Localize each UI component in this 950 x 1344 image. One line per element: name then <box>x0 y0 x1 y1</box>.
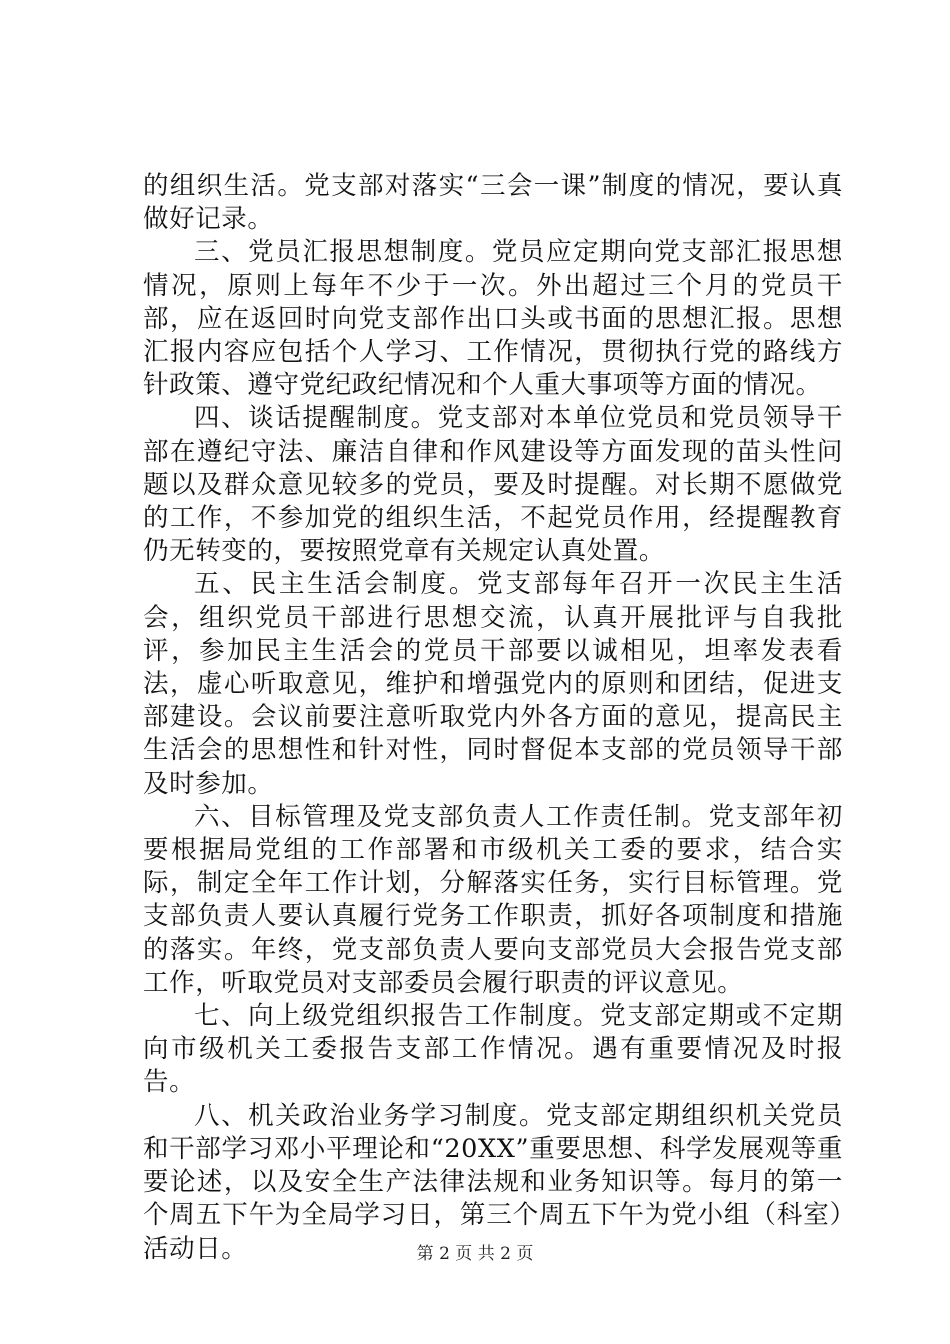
paragraph-continuation: 的组织生活。党支部对落实“三会一课”制度的情况，要认真做好记录。 <box>143 171 843 235</box>
page-number-footer: 第 2 页 共 2 页 <box>416 1244 534 1264</box>
paragraph-section-6: 六、目标管理及党支部负责人工作责任制。党支部年初要根据局党组的工作部署和市级机关工委的要求，结合实际，制定全年工作计划，分解落实任务，实行目标管理。党支部负责人要认真履行党务工作职责，抓好各项制度和措施的落实。年终，党支部负责人要向支部党员大会报告党支部工作，听取党员对支部委员会履行职责的评议意见。 <box>143 801 843 998</box>
paragraph-section-7: 七、向上级党组织报告工作制度。党支部定期或不定期向市级机关工委报告支部工作情况。遇有重要情况及时报告。 <box>143 1001 843 1098</box>
paragraph-section-5: 五、民主生活会制度。党支部每年召开一次民主生活会，组织党员干部进行思想交流，认真开展批评与自我批评，参加民主生活会的党员干部要以诚相见，坦率发表看法，虚心听取意见，维护和增强党内的原则和团结，促进支部建设。会议前要注意听取党内外各方面的意见，提高民主生活会的思想性和针对性，同时督促本支部的党员领导干部及时参加。 <box>143 569 843 799</box>
paragraph-section-4: 四、谈话提醒制度。党支部对本单位党员和党员领导干部在遵纪守法、廉洁自律和作风建设等方面发现的苗头性问题以及群众意见较多的党员，要及时提醒。对长期不愿做党的工作，不参加党的组织生活，不起党员作用，经提醒教育仍无转变的，要按照党章有关规定认真处置。 <box>143 403 843 567</box>
paragraph-section-3: 三、党员汇报思想制度。党员应定期向党支部汇报思想情况，原则上每年不少于一次。外出超过三个月的党员干部，应在返回时向党支部作出口头或书面的思想汇报。思想汇报内容应包括个人学习、工作情况，贯彻执行党的路线方针政策、遵守党纪政纪情况和个人重大事项等方面的情况。 <box>143 237 843 401</box>
paragraph-section-8: 八、机关政治业务学习制度。党支部定期组织机关党员和干部学习邓小平理论和“20XX”重要思想、科学发展观等重要论述，以及安全生产法律法规和业务知识等。每月的第一个周五下午为全局学习日，第三个周五下午为党小组（科室）活动日。 <box>143 1100 843 1264</box>
document-body <box>143 170 843 1266</box>
